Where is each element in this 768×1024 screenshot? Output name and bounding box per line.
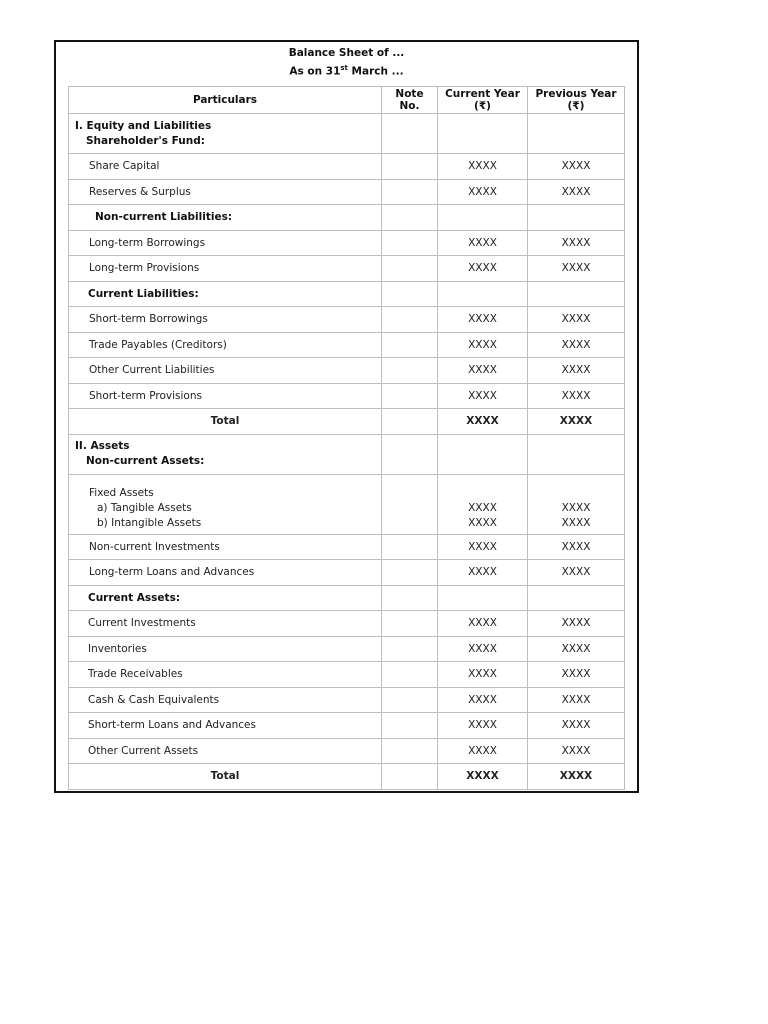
previous-values: [528, 474, 625, 534]
table-row: [69, 358, 625, 384]
note-cell: [382, 636, 438, 662]
note-cell: [382, 179, 438, 205]
section-subtitle: Non-current Assets:: [86, 455, 205, 467]
current-value: XXXX: [438, 179, 528, 205]
previous-value-tangible: XXXX: [561, 501, 591, 514]
balance-sheet-heading: [56, 46, 637, 80]
table-row: [69, 474, 625, 534]
note-cell: [382, 281, 438, 307]
note-cell: [382, 713, 438, 739]
col-particulars: Particulars: [69, 87, 382, 114]
table-row: [69, 662, 625, 688]
current-value: XXXX: [438, 611, 528, 637]
fixed-assets-cell: [69, 474, 382, 534]
previous-value: XXXX: [528, 636, 625, 662]
table-row: [69, 738, 625, 764]
section-title: I. Equity and Liabilities: [75, 119, 212, 132]
row-label: Short-term Provisions: [69, 383, 382, 409]
note-cell: [382, 114, 438, 154]
table-row: [69, 713, 625, 739]
table-row: [69, 434, 625, 474]
row-label: Long-term Loans and Advances: [69, 560, 382, 586]
current-value: XXXX: [438, 307, 528, 333]
current-value: XXXX: [438, 534, 528, 560]
note-cell: [382, 662, 438, 688]
previous-value: XXXX: [528, 738, 625, 764]
current-value: XXXX: [438, 713, 528, 739]
date-prefix: As on 31: [289, 65, 341, 78]
row-label: Trade Payables (Creditors): [69, 332, 382, 358]
previous-value: XXXX: [528, 332, 625, 358]
date-line: [56, 61, 637, 80]
note-cell: [382, 474, 438, 534]
note-cell: [382, 560, 438, 586]
previous-value: XXXX: [528, 179, 625, 205]
current-cell: [438, 114, 528, 154]
current-cell: [438, 434, 528, 474]
table-row: [69, 636, 625, 662]
col-previous-year: Previous Year (₹): [528, 87, 625, 114]
date-ordinal: st: [340, 64, 348, 72]
current-value-tangible: XXXX: [468, 501, 497, 514]
previous-value: XXXX: [528, 230, 625, 256]
previous-value: XXXX: [528, 358, 625, 384]
previous-cell: [528, 434, 625, 474]
previous-total: XXXX: [528, 409, 625, 435]
section-title: II. Assets: [75, 440, 130, 452]
balance-sheet-frame: [54, 40, 639, 793]
note-cell: [382, 358, 438, 384]
current-total: XXXX: [438, 409, 528, 435]
table-row: [69, 281, 625, 307]
note-cell: [382, 154, 438, 180]
col-current-year: Current Year (₹): [438, 87, 528, 114]
table-row: [69, 114, 625, 154]
row-label: Short-term Borrowings: [69, 307, 382, 333]
note-cell: [382, 534, 438, 560]
previous-value: XXXX: [528, 154, 625, 180]
previous-value: XXXX: [528, 383, 625, 409]
row-label: Current Investments: [69, 611, 382, 637]
current-value: XXXX: [438, 738, 528, 764]
row-label: Long-term Borrowings: [69, 230, 382, 256]
table-row: [69, 560, 625, 586]
table-row: [69, 205, 625, 231]
previous-value: XXXX: [528, 713, 625, 739]
table-row: [69, 687, 625, 713]
previous-value: XXXX: [528, 560, 625, 586]
note-cell: [382, 332, 438, 358]
note-cell: [382, 611, 438, 637]
row-label: Non-current Investments: [69, 534, 382, 560]
row-label: Other Current Liabilities: [69, 358, 382, 384]
row-label: Inventories: [69, 636, 382, 662]
group-heading: Current Liabilities:: [69, 281, 382, 307]
current-cell: [438, 281, 528, 307]
total-label: Total: [69, 764, 382, 790]
current-value: XXXX: [438, 256, 528, 282]
date-suffix: March ...: [347, 65, 404, 78]
current-value: XXXX: [438, 662, 528, 688]
previous-value: XXXX: [528, 611, 625, 637]
current-value: XXXX: [438, 383, 528, 409]
previous-value-intangible: XXXX: [561, 516, 591, 529]
note-cell: [382, 383, 438, 409]
note-cell: [382, 256, 438, 282]
table-row: [69, 383, 625, 409]
previous-cell: [528, 205, 625, 231]
row-label: Reserves & Surplus: [69, 179, 382, 205]
note-cell: [382, 434, 438, 474]
table-row: [69, 611, 625, 637]
previous-value: XXXX: [528, 687, 625, 713]
current-total: XXXX: [438, 764, 528, 790]
table-row: [69, 179, 625, 205]
current-value: XXXX: [438, 154, 528, 180]
header-row: [69, 87, 625, 114]
previous-value: XXXX: [528, 534, 625, 560]
row-label: Short-term Loans and Advances: [69, 713, 382, 739]
section-heading: [69, 434, 382, 474]
previous-value: XXXX: [528, 307, 625, 333]
current-value: XXXX: [438, 230, 528, 256]
previous-cell: [528, 281, 625, 307]
previous-value: XXXX: [528, 662, 625, 688]
current-value: XXXX: [438, 636, 528, 662]
col-note: Note No.: [382, 87, 438, 114]
note-cell: [382, 585, 438, 611]
note-cell: [382, 738, 438, 764]
title-line: Balance Sheet of ...: [288, 47, 405, 59]
table-row: [69, 154, 625, 180]
note-cell: [382, 687, 438, 713]
table-row: [69, 307, 625, 333]
current-value: XXXX: [438, 560, 528, 586]
total-row: [69, 764, 625, 790]
note-cell: [382, 409, 438, 435]
note-cell: [382, 230, 438, 256]
group-heading: Non-current Liabilities:: [69, 205, 382, 231]
table-row: [69, 230, 625, 256]
note-cell: [382, 764, 438, 790]
previous-cell: [528, 585, 625, 611]
intangible-assets-label: b) Intangible Assets: [97, 516, 202, 529]
table-row: [69, 534, 625, 560]
note-cell: [382, 205, 438, 231]
total-label: Total: [69, 409, 382, 435]
table-row: [69, 332, 625, 358]
previous-total: XXXX: [528, 764, 625, 790]
row-label: Other Current Assets: [69, 738, 382, 764]
current-value: XXXX: [438, 332, 528, 358]
table-row: [69, 585, 625, 611]
note-cell: [382, 307, 438, 333]
current-value: XXXX: [438, 358, 528, 384]
balance-sheet-table: [68, 86, 625, 790]
row-label: Share Capital: [69, 154, 382, 180]
row-label: Trade Receivables: [69, 662, 382, 688]
section-heading: [69, 114, 382, 154]
tangible-assets-label: a) Tangible Assets: [97, 501, 192, 514]
current-value-intangible: XXXX: [468, 516, 497, 529]
previous-cell: [528, 114, 625, 154]
group-heading: Current Assets:: [69, 585, 382, 611]
row-label: Cash & Cash Equivalents: [69, 687, 382, 713]
total-row: [69, 409, 625, 435]
current-values: [438, 474, 528, 534]
current-cell: [438, 205, 528, 231]
fixed-assets-label: Fixed Assets: [89, 486, 154, 499]
current-cell: [438, 585, 528, 611]
table-row: [69, 256, 625, 282]
row-label: Long-term Provisions: [69, 256, 382, 282]
previous-value: XXXX: [528, 256, 625, 282]
section-subtitle: Shareholder's Fund:: [86, 134, 205, 147]
current-value: XXXX: [438, 687, 528, 713]
